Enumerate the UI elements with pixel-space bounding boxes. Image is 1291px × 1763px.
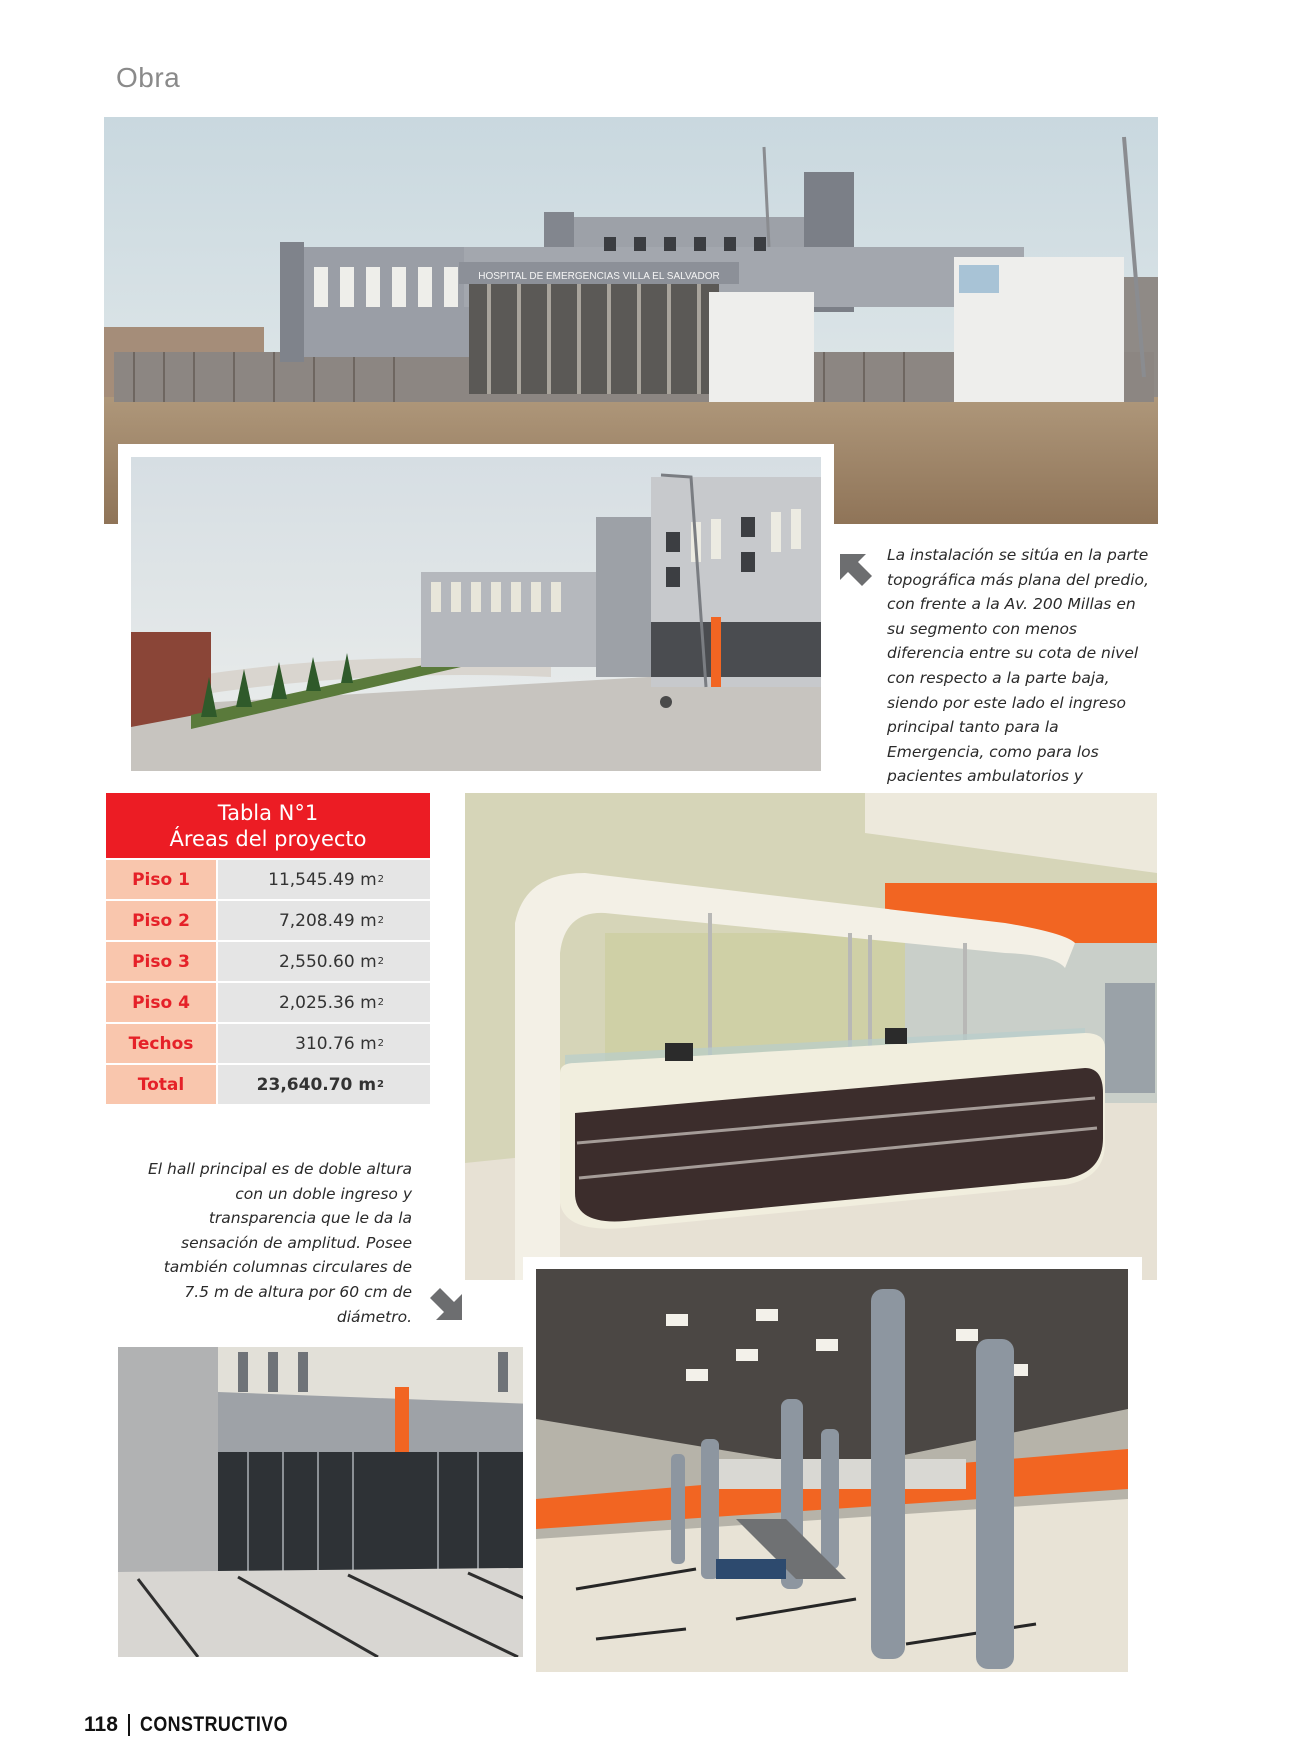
hospital-sign: HOSPITAL DE EMERGENCIAS VILLA EL SALVADOR [478, 271, 720, 282]
table-row [106, 981, 430, 1022]
table-row [106, 940, 430, 981]
row-label: Techos [106, 1024, 218, 1063]
footer-divider [128, 1714, 130, 1736]
row-value: 2,025.36 m 2 [218, 983, 430, 1022]
magazine-name: CONSTRUCTIVO [139, 1713, 288, 1736]
section-label: Obra [116, 62, 181, 93]
photo-reception-counter [465, 793, 1157, 1280]
areas-table [106, 793, 430, 1104]
arrow-down-right-icon [428, 1286, 466, 1324]
arrow-up-left-icon [836, 550, 874, 588]
row-value: 7,208.49 m 2 [218, 901, 430, 940]
table-header [106, 793, 430, 858]
table-row [106, 1022, 430, 1063]
table-row-total [106, 1063, 430, 1104]
caption-top: La instalación se sitúa en la parte topográfica más plana del predio, con frente a la Av. 200 Millas en su segmento con menos diferencia entre su cota de nivel con respecto a la parte baja, siendo por este lado el ingreso principal tanto para la Emergencia, como para los pacientes ambulatorios y [887, 546, 1149, 786]
row-value: 23,640.70 m 2 [218, 1065, 430, 1104]
table-row [106, 899, 430, 940]
row-label: Total [106, 1065, 218, 1104]
row-value: 2,550.60 m 2 [218, 942, 430, 981]
photo-hospital-side [131, 457, 821, 771]
photo-main-hall [536, 1269, 1128, 1672]
table-subtitle: Áreas del proyecto [169, 827, 367, 851]
row-label: Piso 3 [106, 942, 218, 981]
page-footer [84, 1713, 314, 1737]
row-value: 310.76 m 2 [218, 1024, 430, 1063]
caption-middle: El hall principal es de doble altura con un doble ingreso y transparencia que le da la sensación de amplitud. Posee también columnas circulares de 7.5 m de altura por 60 cm de diámetro. [148, 1160, 412, 1326]
row-label: Piso 2 [106, 901, 218, 940]
row-label: Piso 1 [106, 860, 218, 899]
page-number: 118 [84, 1713, 118, 1736]
table-row [106, 858, 430, 899]
row-label: Piso 4 [106, 983, 218, 1022]
row-value: 11,545.49 m 2 [218, 860, 430, 899]
table-title: Tabla N°1 [217, 801, 319, 825]
